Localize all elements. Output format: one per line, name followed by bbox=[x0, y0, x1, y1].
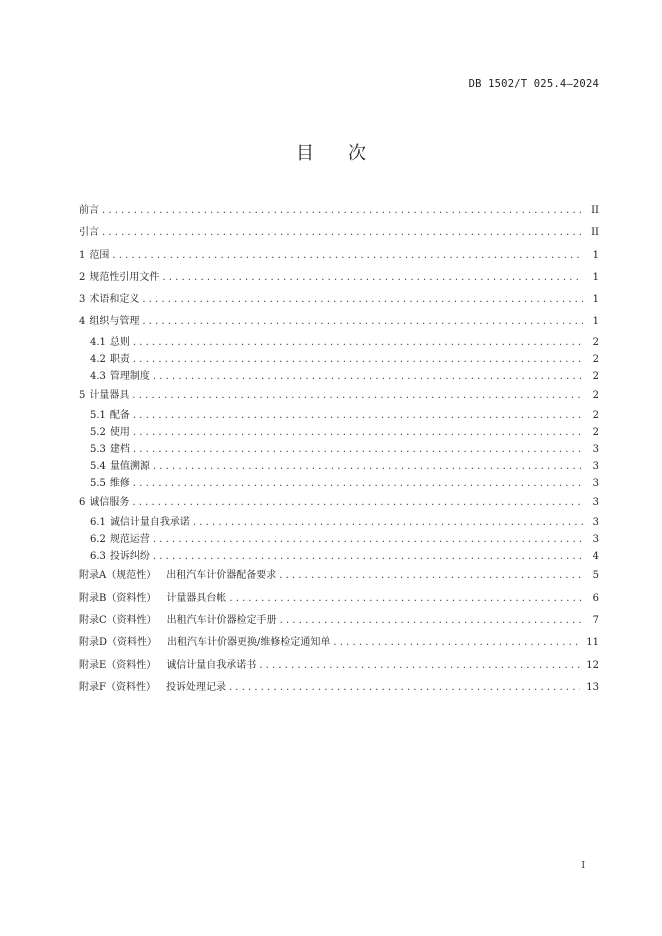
toc-entry-number: 附录B（资料性） bbox=[79, 592, 157, 604]
toc-entry-label: 诚信计量自我承诺书 bbox=[166, 659, 257, 671]
dot-leader bbox=[102, 200, 583, 222]
dot-leader bbox=[142, 311, 583, 333]
dot-leader bbox=[153, 531, 583, 548]
toc-entry-label: 出租汽车计价器配备要求 bbox=[166, 570, 277, 582]
toc-entry-page: II bbox=[591, 227, 599, 239]
toc-entry-label: 总则 bbox=[109, 336, 130, 348]
dot-leader bbox=[112, 245, 583, 267]
toc-entry-general[interactable] bbox=[79, 334, 599, 351]
toc-entry-page: 2 bbox=[592, 353, 599, 365]
toc-entry-label: 出租汽车计价器检定手册 bbox=[166, 614, 277, 626]
dot-leader bbox=[333, 632, 580, 654]
toc-entry-label: 诚信计量自我承诺 bbox=[109, 517, 190, 529]
toc-entry-self-commitment[interactable] bbox=[79, 514, 599, 531]
toc-entry-label: 投诉纠纷 bbox=[109, 551, 150, 563]
toc-entry-label: 范围 bbox=[89, 249, 110, 261]
toc-entry-label: 计量器具台帐 bbox=[166, 592, 227, 604]
toc-entry-number: 4.2 bbox=[90, 353, 106, 365]
dot-leader bbox=[133, 407, 583, 424]
dot-leader bbox=[132, 492, 583, 514]
toc-entry-organization-management[interactable] bbox=[79, 311, 599, 333]
toc-entry-label: 建档 bbox=[109, 444, 130, 456]
page-number: I bbox=[581, 861, 585, 871]
toc-entry-number: 附录A（规范性） bbox=[79, 570, 157, 582]
toc-entry-page: 5 bbox=[592, 570, 599, 582]
toc-entry-label: 规范运营 bbox=[109, 534, 150, 546]
toc-entry-traceability[interactable] bbox=[79, 458, 599, 475]
toc-entry-number: 6.3 bbox=[90, 551, 106, 563]
toc-entry-page: 13 bbox=[586, 681, 599, 693]
toc-entry-label: 使用 bbox=[109, 427, 130, 439]
toc-entry-number: 5.3 bbox=[90, 444, 106, 456]
toc-entry-number: 5.1 bbox=[90, 410, 106, 422]
toc-entry-record-keeping[interactable] bbox=[79, 441, 599, 458]
toc-entry-number: 4 bbox=[79, 316, 86, 328]
dot-leader bbox=[162, 267, 583, 289]
toc-entry-page: 3 bbox=[592, 478, 599, 490]
toc-entry-number: 附录D（资料性） bbox=[79, 637, 158, 649]
dot-leader bbox=[153, 368, 583, 385]
toc-entry-terms-definitions[interactable] bbox=[79, 289, 599, 311]
toc-entry-page: 3 bbox=[592, 444, 599, 456]
toc-entry-label: 术语和定义 bbox=[89, 294, 140, 306]
dot-leader bbox=[133, 441, 583, 458]
toc-entry-number: 附录F（资料性） bbox=[79, 681, 156, 693]
toc-entry-standard-operation[interactable] bbox=[79, 531, 599, 548]
dot-leader bbox=[279, 565, 583, 587]
dot-leader bbox=[133, 424, 583, 441]
toc-entry-number: 2 bbox=[79, 271, 86, 283]
toc-entry-page: 2 bbox=[592, 389, 599, 401]
toc-entry-number: 6.1 bbox=[90, 517, 106, 529]
toc-entry-equipping[interactable] bbox=[79, 407, 599, 424]
toc-entry-label: 维修 bbox=[109, 478, 130, 490]
toc-entry-page: 3 bbox=[592, 517, 599, 529]
toc-entry-number: 5.4 bbox=[90, 461, 106, 473]
toc-entry-page: 3 bbox=[592, 534, 599, 546]
toc-entry-label: 量值溯源 bbox=[109, 461, 150, 473]
toc-entry-measuring-instruments[interactable] bbox=[79, 385, 599, 407]
toc-entry-page: 11 bbox=[586, 637, 599, 649]
dot-leader bbox=[142, 289, 583, 311]
dot-leader bbox=[153, 458, 583, 475]
toc-entry-scope[interactable] bbox=[79, 245, 599, 267]
dot-leader bbox=[229, 677, 580, 699]
dot-leader bbox=[133, 334, 583, 351]
dot-leader bbox=[229, 588, 583, 610]
toc-entry-appendix-f[interactable] bbox=[79, 677, 599, 699]
toc-entry-appendix-b[interactable] bbox=[79, 588, 599, 610]
toc-entry-label: 职责 bbox=[109, 353, 130, 365]
toc-entry-label: 规范性引用文件 bbox=[89, 271, 160, 283]
toc-entry-page: 1 bbox=[592, 316, 599, 328]
toc-entry-label: 管理制度 bbox=[109, 370, 150, 382]
toc-entry-number: 6 bbox=[79, 497, 86, 509]
dot-leader bbox=[280, 610, 583, 632]
toc-entry-page: 2 bbox=[592, 427, 599, 439]
toc-entry-number: 4.1 bbox=[90, 336, 106, 348]
toc-entry-management-system[interactable] bbox=[79, 368, 599, 385]
toc-entry-page: 1 bbox=[592, 271, 599, 283]
toc-entry-number: 附录E（资料性） bbox=[79, 659, 157, 671]
toc-entry-label: 组织与管理 bbox=[89, 316, 140, 328]
toc-entry-appendix-e[interactable] bbox=[79, 655, 599, 677]
dot-leader bbox=[132, 385, 583, 407]
toc-entry-maintenance[interactable] bbox=[79, 475, 599, 492]
dot-leader bbox=[193, 514, 583, 531]
toc-entry-usage[interactable] bbox=[79, 424, 599, 441]
toc-entry-page: 1 bbox=[592, 294, 599, 306]
toc-entry-number: 3 bbox=[79, 294, 86, 306]
toc-entry-number: 6.2 bbox=[90, 534, 106, 546]
toc-entry-label: 计量器具 bbox=[89, 389, 130, 401]
toc-entry-number: 附录C（资料性） bbox=[79, 614, 157, 626]
toc-entry-responsibilities[interactable] bbox=[79, 351, 599, 368]
toc-entry-page: 2 bbox=[592, 370, 599, 382]
toc-entry-page: 3 bbox=[592, 461, 599, 473]
toc-entry-label: 诚信服务 bbox=[89, 497, 130, 509]
toc-entry-page: II bbox=[591, 205, 599, 216]
toc-entry-introduction[interactable] bbox=[79, 222, 599, 244]
toc-entry-page: 3 bbox=[592, 497, 599, 509]
toc-entry-number: 1 bbox=[79, 249, 86, 261]
toc-entry-page: 2 bbox=[592, 410, 599, 422]
toc-entry-page: 12 bbox=[586, 659, 599, 671]
toc-entry-appendix-d[interactable] bbox=[79, 632, 599, 654]
dot-leader bbox=[133, 475, 583, 492]
dot-leader bbox=[259, 655, 580, 677]
dot-leader bbox=[102, 222, 583, 244]
toc-entry-page: 4 bbox=[592, 551, 599, 563]
toc-entry-appendix-c[interactable] bbox=[79, 610, 599, 632]
toc-entry-integrity-service[interactable] bbox=[79, 492, 599, 514]
toc-entry-label: 引言 bbox=[79, 227, 99, 239]
toc-entry-page: 2 bbox=[592, 336, 599, 348]
toc-entry-label: 配备 bbox=[109, 410, 130, 422]
toc-entry-number: 4.3 bbox=[90, 370, 106, 382]
toc-entry-foreword[interactable] bbox=[79, 200, 599, 222]
toc-entry-number: 5 bbox=[79, 389, 86, 401]
toc-entry-page: 6 bbox=[592, 592, 599, 604]
toc-entry-page: 1 bbox=[592, 249, 599, 261]
toc-entry-normative-references[interactable] bbox=[79, 267, 599, 289]
document-code: DB 1502/T 025.4—2024 bbox=[468, 78, 599, 90]
toc-entry-appendix-a[interactable] bbox=[79, 565, 599, 587]
toc-entry-complaints[interactable] bbox=[79, 548, 599, 565]
toc-entry-page: 7 bbox=[592, 614, 599, 626]
toc-entry-number: 5.5 bbox=[90, 478, 106, 490]
table-of-contents bbox=[79, 200, 599, 699]
toc-entry-label: 投诉处理记录 bbox=[165, 681, 226, 693]
toc-entry-number: 5.2 bbox=[90, 427, 106, 439]
dot-leader bbox=[153, 548, 583, 565]
dot-leader bbox=[133, 351, 583, 368]
toc-entry-label: 出租汽车计价器更换/维修检定通知单 bbox=[167, 637, 331, 649]
toc-entry-label: 前言 bbox=[79, 205, 99, 216]
toc-title: 目次 bbox=[296, 143, 400, 164]
